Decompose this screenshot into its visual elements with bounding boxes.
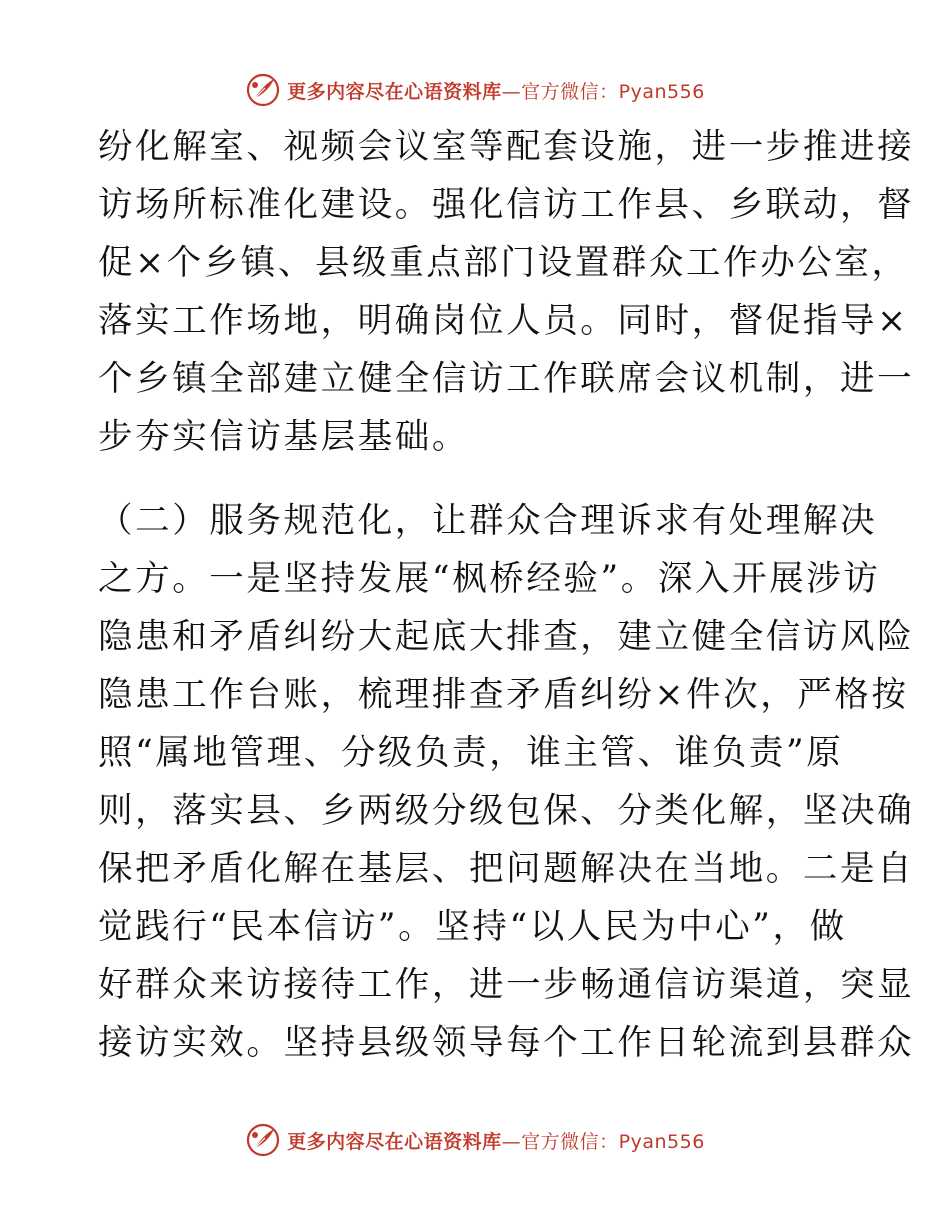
text-line: （二）服务规范化，让群众合理诉求有处理解决 [98, 501, 878, 541]
footer-watermark-sub: —官方微信：Pyan556 [501, 1130, 705, 1153]
text-line: 之方。一是坚持发展“枫桥经验”。深入开展涉访 [98, 559, 881, 599]
text-line: 隐患和矛盾纠纷大起底大排查，建立健全信访风险 [98, 617, 915, 657]
footer-watermark-main: 更多内容尽在心语资料库 [287, 1130, 502, 1153]
text-line: 保把矛盾化解在基层、把问题解决在当地。二是自 [98, 849, 915, 889]
text-line: 照“属地管理、分级负责，谁主管、谁负责”原 [98, 733, 844, 773]
header-watermark-text [287, 77, 705, 104]
text-line: 隐患工作台账，梳理排查矛盾纠纷×件次，严格按 [98, 675, 909, 715]
feather-pen-logo-icon [245, 1122, 281, 1158]
text-line: 好群众来访接待工作，进一步畅通信访渠道，突显 [98, 965, 915, 1005]
text-line: 接访实效。坚持县级领导每个工作日轮流到县群众 [98, 1023, 915, 1063]
footer-watermark-text [287, 1127, 705, 1154]
text-line: 觉践行“民本信访”。坚持“以人民为中心”，做 [98, 907, 847, 947]
paragraph-1 [98, 118, 915, 466]
text-line: 则，落实县、乡两级分级包保、分类化解，坚决确 [98, 791, 915, 831]
footer-watermark-banner [0, 1120, 950, 1160]
text-line: 纷化解室、视频会议室等配套设施，进一步推进接 [98, 127, 915, 167]
feather-pen-logo-icon [245, 72, 281, 108]
paragraph-gap [98, 466, 850, 492]
header-watermark-banner [0, 70, 950, 110]
header-watermark-sub: —官方微信：Pyan556 [501, 80, 705, 103]
document-body [98, 118, 915, 1072]
text-line: 促×个乡镇、县级重点部门设置群众工作办公室， [98, 243, 909, 283]
header-watermark-main: 更多内容尽在心语资料库 [287, 80, 502, 103]
text-line: 访场所标准化建设。强化信访工作县、乡联动，督 [98, 185, 915, 225]
text-line: 个乡镇全部建立健全信访工作联席会议机制，进一 [98, 359, 915, 399]
paragraph-2 [98, 492, 915, 1072]
text-line: 落实工作场地，明确岗位人员。同时，督促指导× [98, 301, 909, 341]
text-line: 步夯实信访基层基础。 [98, 417, 469, 457]
